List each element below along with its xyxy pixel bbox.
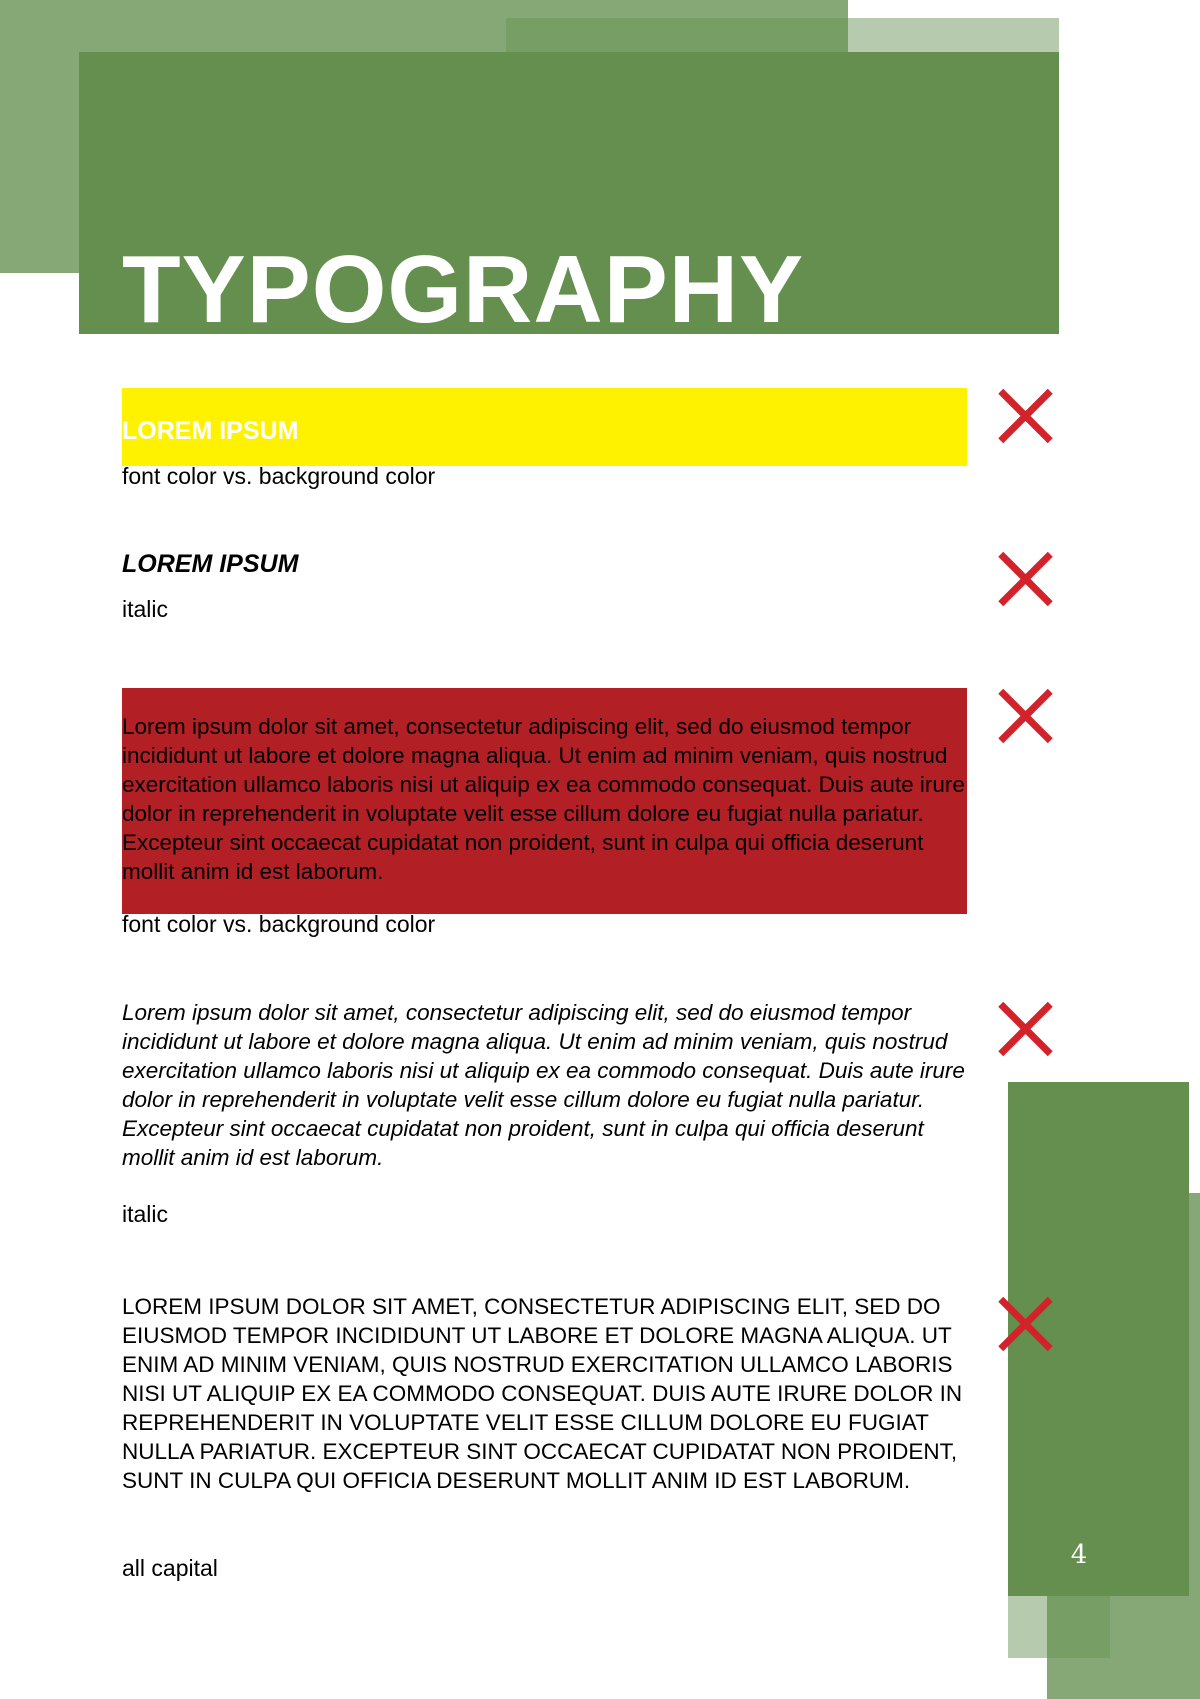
x-icon xyxy=(994,998,1056,1060)
example-paragraph-all-caps: LOREM IPSUM DOLOR SIT AMET, CONSECTETUR ADIPISCING ELIT, SED DO EIUSMOD TEMPOR INCIDIDUNT UT LABORE ET DOLORE MAGNA ALIQUA. UT ENIM AD MINIM VENIAM, QUIS NOSTRUD EXERCITATION ULLAMCO LABORIS NISI UT ALIQUIP EX EA COMMODO CONSEQUAT. DUIS AUTE IRURE DOLOR IN REPREHENDERIT IN VOLUPTATE VELIT ESSE CILLUM DOLORE EU FUGIAT NULLA PARIATUR. EXCEPTEUR SINT OCCAECAT CUPIDATAT NON PROIDENT, SUNT IN CULPA QUI OFFICIA DESERUNT MOLLIT ANIM ID EST LABORUM. xyxy=(122,1294,963,1493)
example-caption: font color vs. background color xyxy=(122,463,436,489)
x-icon xyxy=(994,385,1056,447)
example-heading-contrast: LOREM IPSUM xyxy=(122,417,299,445)
x-icon xyxy=(994,1293,1056,1355)
example-caption: italic xyxy=(122,1201,169,1227)
x-icon xyxy=(994,685,1056,747)
example-caption: italic xyxy=(122,596,169,622)
example-heading-italic: LOREM IPSUM xyxy=(122,550,299,578)
example-caption: all capital xyxy=(122,1555,218,1581)
x-icon xyxy=(994,548,1056,610)
page-number: 4 xyxy=(1070,1540,1088,1570)
example-caption: font color vs. background color xyxy=(122,911,436,937)
header-banner xyxy=(79,52,1059,334)
page-title: TYPOGRAPHY xyxy=(122,236,805,334)
example-paragraph-contrast: Lorem ipsum dolor sit amet, consectetur adipiscing elit, sed do eiusmod tempor incididunt ut labore et dolore magna aliqua. Ut enim ad minim veniam, quis nostrud exercitation ullamco laboris nisi ut aliquip ex ea commodo consequat. Duis aute irure dolor in reprehenderit in voluptate velit esse cillum dolore eu fugiat nulla pariatur. Excepteur sint occaecat cupidatat non proident, sunt in culpa qui officia deserunt mollit anim id est laborum. xyxy=(122,714,965,884)
example-paragraph-italic: Lorem ipsum dolor sit amet, consectetur adipiscing elit, sed do eiusmod tempor incididunt ut labore et dolore magna aliqua. Ut enim ad minim veniam, quis nostrud exercitation ullamco laboris nisi ut aliquip ex ea commodo consequat. Duis aute irure dolor in reprehenderit in voluptate velit esse cillum dolore eu fugiat nulla pariatur. Excepteur sint occaecat cupidatat non proident, sunt in culpa qui officia deserunt mollit anim id est laborum. xyxy=(122,1000,965,1170)
